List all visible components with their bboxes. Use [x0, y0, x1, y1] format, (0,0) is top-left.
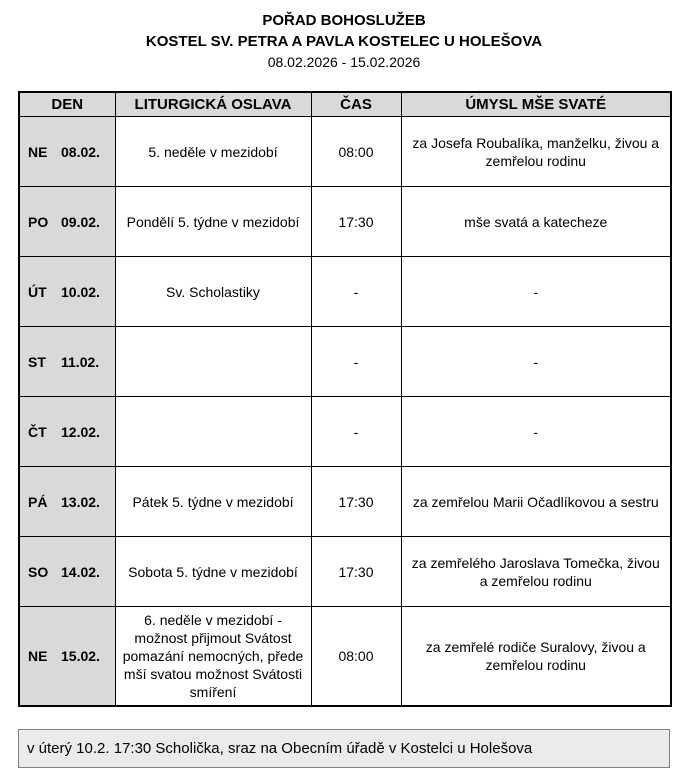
- day-date: 15.02.: [61, 648, 100, 664]
- day-abbr: ÚT: [28, 283, 47, 300]
- day-abbr: PO: [28, 213, 49, 230]
- day-cell: [19, 537, 115, 607]
- celebration-cell: Sobota 5. týdne v mezidobí: [115, 537, 311, 607]
- celebration-cell: Pátek 5. týdne v mezidobí: [115, 467, 311, 537]
- day-cell: [19, 467, 115, 537]
- time-cell: -: [311, 327, 401, 397]
- schedule-table-body: [19, 117, 671, 707]
- celebration-cell: Pondělí 5. týdne v mezidobí: [115, 187, 311, 257]
- day-cell: [19, 607, 115, 707]
- celebration-cell: [115, 327, 311, 397]
- day-cell: [19, 327, 115, 397]
- column-header-umysl: ÚMYSL MŠE SVATÉ: [401, 92, 671, 117]
- intention-cell: mše svatá a katecheze: [401, 187, 671, 257]
- day-cell: [19, 257, 115, 327]
- intention-cell: za zemřelého Jaroslava Tomečka, živou a zemřelou rodinu: [401, 537, 671, 607]
- intention-cell: -: [401, 397, 671, 467]
- table-row: [19, 397, 671, 467]
- day-date: 12.02.: [61, 423, 100, 440]
- table-row: [19, 467, 671, 537]
- table-row: [19, 117, 671, 187]
- celebration-cell: 6. neděle v mezidobí - možnost přijmout Svátost pomazání nemocných, přede mší svatou možnost Svátosti smíření: [115, 607, 311, 707]
- time-cell: 08:00: [311, 607, 401, 707]
- day-abbr: ČT: [28, 423, 47, 440]
- date-range: 08.02.2026 - 15.02.2026: [267, 54, 421, 70]
- day-date: 09.02.: [61, 213, 100, 230]
- intention-cell: -: [401, 327, 671, 397]
- intention-cell: za Josefa Roubalíka, manželku, živou a zemřelou rodinu: [401, 117, 671, 187]
- day-date: 13.02.: [61, 493, 100, 510]
- intention-cell: -: [401, 257, 671, 327]
- day-abbr: ST: [28, 353, 46, 370]
- table-row: [19, 187, 671, 257]
- day-abbr: PÁ: [28, 493, 48, 510]
- day-cell: [19, 397, 115, 467]
- footer-note-text: v úterý 10.2. 17:30 Scholička, sraz na Obecním úřadě v Kostelci u Holešova: [27, 740, 533, 757]
- schedule-table: [18, 91, 672, 707]
- table-row: [19, 607, 671, 707]
- table-row: [19, 257, 671, 327]
- table-row: [19, 537, 671, 607]
- time-cell: 08:00: [311, 117, 401, 187]
- church-name: KOSTEL SV. PETRA A PAVLA KOSTELEC U HOLEŠOVA: [145, 33, 543, 50]
- table-header-row: [19, 92, 671, 117]
- day-abbr: NE: [28, 648, 48, 664]
- intention-cell: za zemřelou Marii Očadlíkovou a sestru: [401, 467, 671, 537]
- day-date: 11.02.: [61, 353, 100, 370]
- time-cell: 17:30: [311, 187, 401, 257]
- day-cell: [19, 187, 115, 257]
- column-header-liturgicka-oslava: LITURGICKÁ OSLAVA: [115, 92, 311, 117]
- day-abbr: NE: [28, 143, 48, 160]
- day-abbr: SO: [28, 563, 49, 580]
- day-date: 08.02.: [61, 143, 100, 160]
- celebration-cell: [115, 397, 311, 467]
- celebration-cell: 5. neděle v mezidobí: [115, 117, 311, 187]
- page-title: POŘAD BOHOSLUŽEB: [262, 12, 426, 29]
- day-date: 10.02.: [61, 283, 100, 300]
- time-cell: -: [311, 397, 401, 467]
- column-header-den: DEN: [19, 92, 115, 117]
- day-date: 14.02.: [61, 563, 100, 580]
- time-cell: -: [311, 257, 401, 327]
- day-cell: [19, 117, 115, 187]
- table-row: [19, 327, 671, 397]
- time-cell: 17:30: [311, 537, 401, 607]
- column-header-cas: ČAS: [311, 92, 401, 117]
- celebration-cell: Sv. Scholastiky: [115, 257, 311, 327]
- document-header: [18, 10, 670, 73]
- intention-cell: za zemřelé rodiče Suralovy, živou a zemřelou rodinu: [401, 607, 671, 707]
- time-cell: 17:30: [311, 467, 401, 537]
